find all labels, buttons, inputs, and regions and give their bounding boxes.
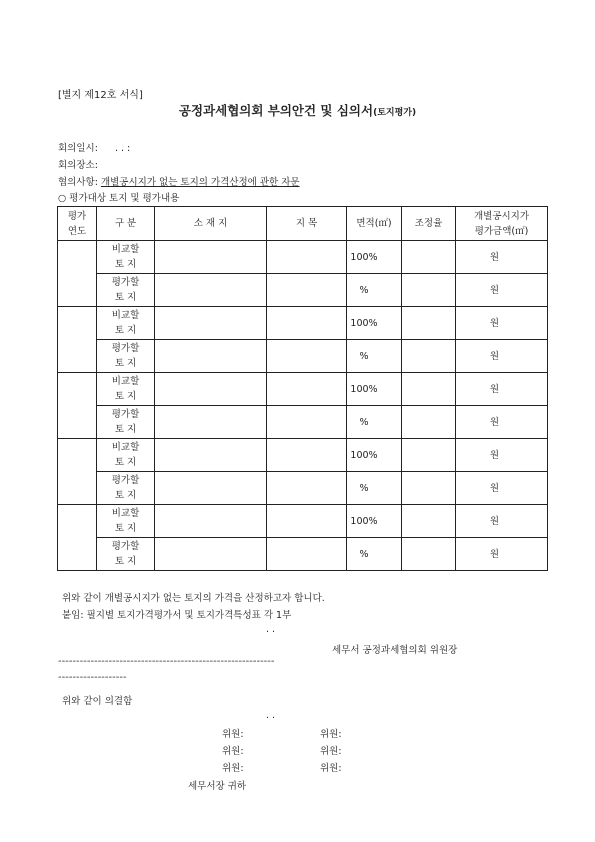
title-subtitle: (토지평가) [373,108,417,118]
attachment-text: 붙임: 필지별 토지가격평가서 및 토지가격특성표 각 1부 [62,610,292,621]
price-cell: 원 [456,373,548,406]
address-cell [155,340,267,373]
meeting-place-field [58,157,98,171]
price-cell: 원 [456,505,548,538]
price-cell: 원 [456,439,548,472]
price-cell: 원 [456,406,548,439]
type-cell: 평가할 토 지 [97,406,155,439]
title-main: 공정과세협의회 부의안건 및 심의서 [178,103,374,118]
header-adjust-rate: 조정율 [402,207,456,241]
year-cell [58,439,97,505]
member-signature: 위원: [320,746,342,757]
table-row [58,340,548,373]
adjust-rate-cell [402,241,456,274]
adjust-rate-cell [402,538,456,571]
address-cell [155,307,267,340]
area-cell: 100% [347,439,402,472]
year-cell [58,307,97,373]
type-cell: 평가할 토 지 [97,472,155,505]
table-row [58,406,548,439]
member-signature: 위원: [222,763,244,774]
form-number: [별지 제12호 서식] [58,90,143,101]
year-cell [58,241,97,307]
land-category-cell [267,274,347,307]
area-cell: % [347,340,402,373]
address-cell [155,472,267,505]
adjust-rate-cell [402,439,456,472]
price-cell: 원 [456,538,548,571]
table-row [58,307,548,340]
member-signature: 위원: [222,746,244,757]
year-cell [58,373,97,439]
type-cell: 평가할 토 지 [97,274,155,307]
statement-text: 위와 같이 개별공시지가 없는 토지의 가격을 산정하고자 합니다. [62,593,325,604]
header-year: 평가 연도 [58,207,97,241]
address-cell [155,406,267,439]
adjust-rate-cell [402,274,456,307]
address-cell [155,241,267,274]
address-cell [155,274,267,307]
price-cell: 원 [456,241,548,274]
address-cell [155,538,267,571]
table-row [58,472,548,505]
area-cell: 100% [347,373,402,406]
chairman-signature-line: 세무서 공정과세협의회 위원장 [332,645,458,656]
area-cell: % [347,538,402,571]
evaluation-table [57,206,548,571]
document-title [0,101,595,119]
land-category-cell [267,538,347,571]
area-cell: % [347,472,402,505]
meeting-date-placeholder: . . : [114,143,131,154]
area-cell: % [347,406,402,439]
type-cell: 평가할 토 지 [97,340,155,373]
adjust-rate-cell [402,505,456,538]
meeting-date-field [58,140,130,154]
meeting-place-label: 회의장소: [58,160,98,171]
area-cell: % [347,274,402,307]
type-cell: 평가할 토 지 [97,538,155,571]
address-cell [155,505,267,538]
member-signature: 위원: [222,729,244,740]
type-cell: 비교할 토 지 [97,505,155,538]
price-cell: 원 [456,472,548,505]
member-signature: 위원: [320,763,342,774]
area-cell: 100% [347,505,402,538]
land-category-cell [267,307,347,340]
address-cell [155,439,267,472]
area-cell: 100% [347,241,402,274]
header-address: 소 재 지 [155,207,267,241]
table-row [58,274,548,307]
price-cell: 원 [456,307,548,340]
member-signature: 위원: [320,729,342,740]
year-cell [58,505,97,571]
adjust-rate-cell [402,406,456,439]
land-category-cell [267,241,347,274]
type-cell: 비교할 토 지 [97,241,155,274]
price-cell: 원 [456,274,548,307]
table-row [58,538,548,571]
table-row [58,241,548,274]
sign-date-placeholder: . . [266,624,276,635]
area-cell: 100% [347,307,402,340]
type-cell: 비교할 토 지 [97,439,155,472]
subject-label: 협의사항: [58,177,98,188]
section-heading: ○ 평가대상 토지 및 평가내용 [58,193,180,204]
land-category-cell [267,439,347,472]
separator-line-1: ------------------------------------------------------------ [58,656,275,667]
subject-field [58,174,300,188]
table-row [58,439,548,472]
separator-line-2: ------------------- [58,672,127,683]
adjust-rate-cell [402,472,456,505]
meeting-date-label: 회의일시: [58,143,98,154]
table-row [58,373,548,406]
header-type: 구 분 [97,207,155,241]
subject-value: 개별공시지가 없는 토지의 가격산정에 관한 자문 [100,177,300,188]
land-category-cell [267,340,347,373]
header-price: 개별공시지가 평가금액(㎡) [456,207,548,241]
resolution-date-placeholder: . . [266,710,276,721]
adjust-rate-cell [402,373,456,406]
adjust-rate-cell [402,307,456,340]
type-cell: 비교할 토 지 [97,373,155,406]
header-area: 면적(㎡) [347,207,402,241]
land-category-cell [267,505,347,538]
land-category-cell [267,472,347,505]
land-category-cell [267,406,347,439]
price-cell: 원 [456,340,548,373]
header-land-category: 지 목 [267,207,347,241]
resolution-text: 위와 같이 의결함 [62,696,133,707]
table-header-row [58,207,548,241]
type-cell: 비교할 토 지 [97,307,155,340]
addressee-text: 세무서장 귀하 [188,781,247,792]
table-row [58,505,548,538]
adjust-rate-cell [402,340,456,373]
address-cell [155,373,267,406]
land-category-cell [267,373,347,406]
